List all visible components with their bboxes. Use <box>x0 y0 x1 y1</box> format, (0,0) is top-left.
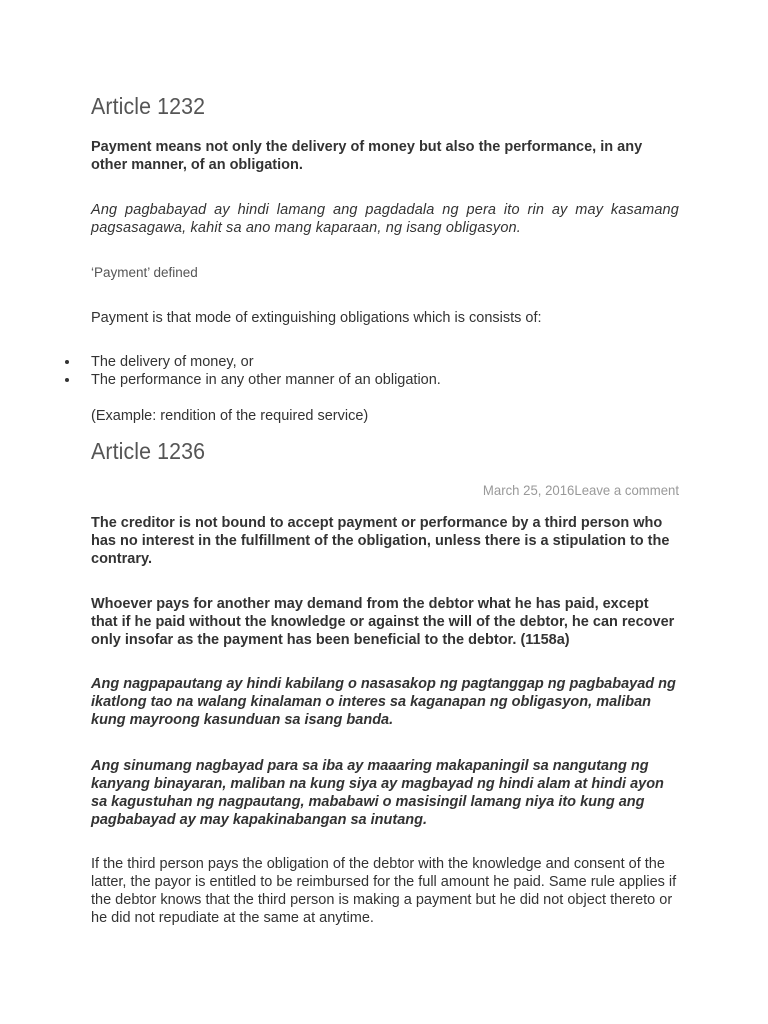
payment-intro: Payment is that mode of extinguishing obligations which is consists of: <box>91 310 542 326</box>
post-date-link[interactable]: March 25, 2016 <box>482 482 575 498</box>
list-item <box>65 371 441 389</box>
list-item-text: The delivery of money, or <box>91 354 254 370</box>
payment-modes-list <box>65 353 441 389</box>
article-1232-definition: Payment means not only the delivery of money but also the performance, in any other manner, of an obligation. <box>91 139 643 173</box>
article-1236-paragraph-1: The creditor is not bound to accept payment or performance by a third person who has no interest in the fulfillment of the obligation, unless there is a stipulation to the contrary. <box>91 515 670 567</box>
leave-comment-link[interactable]: Leave a comment <box>574 482 679 498</box>
article-1232-translation: Ang pagbabayad ay hindi lamang ang pagdadala ng pera ito rin ay may kasamang pagsasagawa, kahit sa ano mang kaparaan, ng isang obligasyon. <box>91 202 679 236</box>
bullet-icon <box>65 360 69 364</box>
article-1236-explanation: If the third person pays the obligation of the debtor with the knowledge and consent of the latter, the payor is entitled to be reimbursed for the full amount he paid. Same rule applies if the debtor knows that the third person is making a payment but he did not object thereto or he did not repudiate at the same at anytime. <box>91 856 677 926</box>
list-item-text: The performance in any other manner of an obligation. <box>91 372 441 388</box>
post-meta <box>126 482 679 498</box>
payment-example: (Example: rendition of the required service) <box>91 408 369 424</box>
article-1236-translation-1: Ang nagpapautang ay hindi kabilang o nasasakop ng pagtanggap ng pagbabayad ng ikatlong tao na walang kinalaman o interes sa kaganapan ng obligasyon, maliban kung mayroong kasunduan sa isang banda. <box>91 676 676 728</box>
article-1236-title: Article 1236 <box>91 438 206 464</box>
payment-defined-subheading: ‘Payment’ defined <box>91 265 198 280</box>
article-1236-translation-2: Ang sinumang nagbayad para sa iba ay maaaring makapaningil sa nangutang ng kanyang binayaran, maliban na kung siya ay magbayad ng hindi alam at hindi ayon sa kagustuhan ng nagpautang, mababawi o masisingil lamang niya ito kung ang pagbabayad ay may kapakinabangan sa inutang. <box>91 758 664 828</box>
list-item <box>65 353 441 371</box>
bullet-icon <box>65 378 69 382</box>
article-1232-title: Article 1232 <box>91 93 206 119</box>
article-1236-paragraph-2: Whoever pays for another may demand from the debtor what he has paid, except that if he paid without the knowledge or against the will of the debtor, he can recover only insofar as the payment has been beneficial to the debtor. (1158a) <box>91 596 675 648</box>
